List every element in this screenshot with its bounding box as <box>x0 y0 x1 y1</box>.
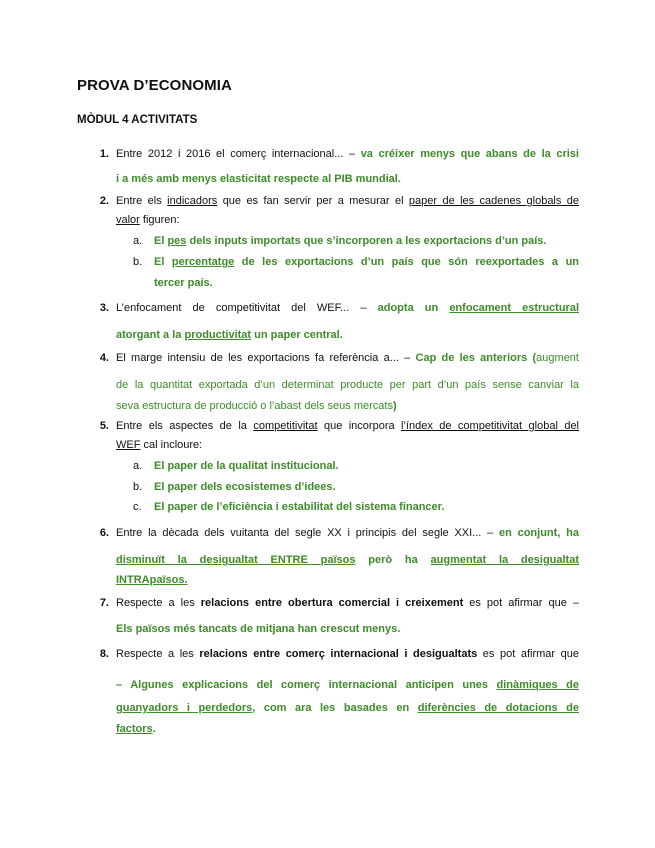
module-heading: MÒDUL 4 ACTIVITATS <box>77 114 198 126</box>
text-run: seva estructura de producció o l’abast dels seus mercats <box>116 400 393 412</box>
item-line <box>116 723 579 735</box>
text-run: es pot afirmar que <box>477 648 579 660</box>
text-run: relacions entre comerç internacional i desigualtats <box>199 648 478 660</box>
sub-item-line <box>154 277 579 289</box>
text-run: que es fan servir per a mesurar el <box>217 195 409 207</box>
item-line <box>116 302 579 314</box>
text-run: . <box>152 723 156 735</box>
text-run: INTRApaïsos. <box>116 574 188 586</box>
text-run: enfocament estructural <box>449 302 579 314</box>
text-run: L’enfocament de competitivitat del WEF... – <box>116 302 378 314</box>
text-run: ) <box>392 400 397 412</box>
text-run: competitivitat <box>253 420 318 432</box>
item-line <box>116 214 579 226</box>
text-run: augmentat la desigualtat <box>430 554 580 566</box>
text-run: i a més amb menys elasticitat respecte al PIB mundial. <box>116 173 401 185</box>
text-run: relacions entre obertura comercial i creixement <box>200 597 464 609</box>
text-run: un paper central. <box>251 329 343 341</box>
text-run: ( <box>527 352 537 364</box>
text-run: Entre la dècada dels vuitanta del segle XX i principis del segle XXI... – <box>116 527 499 539</box>
text-run: disminuït la desigualtat ENTRE països <box>116 554 356 566</box>
sub-item-letter: a. <box>133 460 143 472</box>
sub-item-line <box>154 460 579 472</box>
item-line <box>116 173 579 185</box>
text-run: El paper dels ecosistemes d’idees. <box>154 481 336 493</box>
item-line <box>116 439 579 451</box>
text-run: El <box>154 235 168 247</box>
text-run: indicadors <box>167 195 218 207</box>
item-number: 7. <box>99 597 109 609</box>
text-run: dels inputs importats que s’incorporen a les exportacions d’un país. <box>186 235 547 247</box>
text-run: Entre 2012 i 2016 el comerç internacional... – <box>116 148 361 160</box>
item-line <box>116 597 579 609</box>
text-run: dinàmiques de <box>496 679 579 691</box>
text-run: de les exportacions d’un país que són reexportades a un <box>234 256 580 268</box>
text-run: Entre els <box>116 195 168 207</box>
text-run: – Algunes explicacions del comerç internacional anticipen unes <box>116 679 497 691</box>
text-run: El paper de l’eficiència i estabilitat del sistema financer. <box>154 501 445 513</box>
page-title: PROVA D’ECONOMIA <box>77 77 232 94</box>
item-line <box>116 329 579 341</box>
text-run: guanyadors i perdedors <box>116 702 253 714</box>
item-number: 3. <box>99 302 109 314</box>
text-run: pes <box>167 235 187 247</box>
text-run: atorgant a la <box>116 329 185 341</box>
item-number: 1. <box>99 148 109 160</box>
text-run: en conjunt, ha <box>498 527 579 539</box>
item-line <box>116 420 579 432</box>
text-run: productivitat <box>184 329 252 341</box>
text-run: El <box>154 256 172 268</box>
item-number: 2. <box>99 195 109 207</box>
item-line <box>116 195 579 207</box>
text-run: tercer país. <box>154 277 213 289</box>
item-line <box>116 554 579 566</box>
text-run: percentatge <box>171 256 235 268</box>
sub-item-letter: b. <box>133 481 143 493</box>
text-run: paper de les cadenes globals de <box>408 195 580 207</box>
text-run: , com ara les basades en <box>252 702 418 714</box>
item-line <box>116 148 579 160</box>
item-line <box>116 679 579 691</box>
text-run: l’índex de competitivitat global del <box>401 420 579 432</box>
text-run: adopta un <box>377 302 450 314</box>
item-line <box>116 400 579 412</box>
sub-item-line <box>154 235 579 247</box>
text-run: Cap de les anteriors <box>415 352 528 364</box>
sub-item-letter: b. <box>133 256 143 268</box>
sub-item-letter: c. <box>133 501 142 513</box>
text-run: augment <box>536 352 579 364</box>
item-number: 8. <box>99 648 109 660</box>
item-number: 5. <box>99 420 109 432</box>
text-run: però ha <box>355 554 431 566</box>
text-run: diferències de dotacions de <box>417 702 580 714</box>
sub-item-line <box>154 256 579 268</box>
text-run: Respecte a les <box>116 597 201 609</box>
item-line <box>116 702 579 714</box>
text-run: va créixer menys que abans de la crisi <box>360 148 579 160</box>
text-run: factors <box>116 723 153 735</box>
text-run: Els països més tancats de mitjana han crescut menys. <box>116 623 401 635</box>
text-run: WEF <box>116 439 141 451</box>
text-run: cal incloure: <box>140 439 203 451</box>
item-line <box>116 574 579 586</box>
item-number: 6. <box>99 527 109 539</box>
text-run: de la quantitat exportada d’un determinat producte per part d’un país sense canviar la <box>116 379 579 391</box>
sub-item-letter: a. <box>133 235 143 247</box>
text-run: El paper de la qualitat institucional. <box>154 460 339 472</box>
item-line <box>116 648 579 660</box>
text-run: Entre els aspectes de la <box>116 420 254 432</box>
text-run: Respecte a les <box>116 648 200 660</box>
item-line <box>116 379 579 391</box>
item-line <box>116 623 579 635</box>
sub-item-line <box>154 501 579 513</box>
text-run: figuren: <box>139 214 180 226</box>
item-number: 4. <box>99 352 109 364</box>
sub-item-line <box>154 481 579 493</box>
text-run: que incorpora <box>317 420 402 432</box>
text-run: es pot afirmar que – <box>463 597 579 609</box>
text-run: valor <box>116 214 140 226</box>
item-line <box>116 527 579 539</box>
item-line <box>116 352 579 364</box>
text-run: El marge intensiu de les exportacions fa referència a... – <box>116 352 416 364</box>
